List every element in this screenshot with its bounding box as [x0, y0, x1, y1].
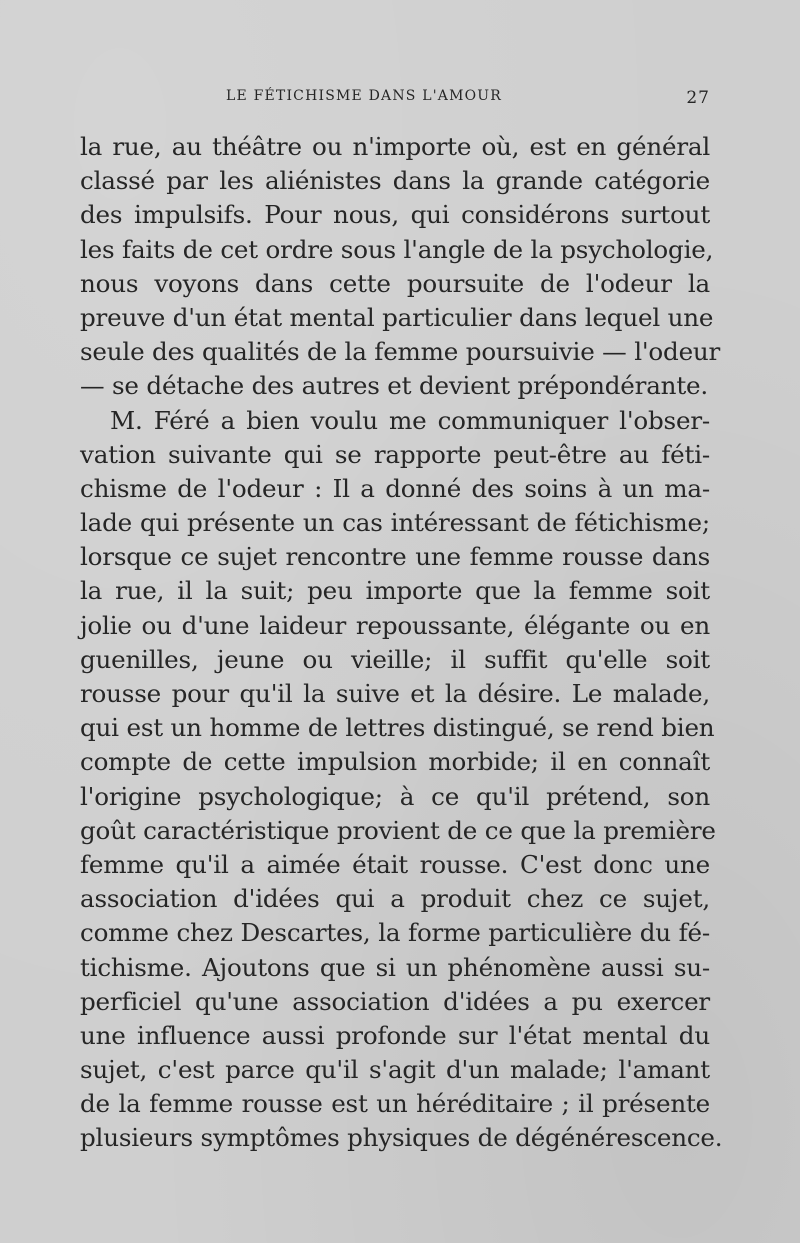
text-line: vation suivante qui se rapporte peut-être au féti-	[80, 439, 710, 469]
text-line: lade qui présente un cas intéressant de fétichisme;	[80, 508, 710, 538]
body-text	[80, 130, 723, 1156]
text-line: femme qu'il a aimée était rousse. C'est donc une	[80, 849, 710, 879]
text-line: qui est un homme de lettres distingué, se rend bien	[80, 713, 715, 743]
text-line: preuve d'un état mental particulier dans lequel une	[80, 302, 714, 332]
text-line: la rue, il la suit; peu importe que la femme soit	[80, 576, 710, 606]
text-line: tichisme. Ajoutons que si un phénomène aussi su-	[80, 952, 710, 982]
text-line: sujet, c'est parce qu'il s'agit d'un malade; l'amant	[80, 1055, 710, 1085]
text-line: chisme de l'odeur : Il a donné des soins à un ma-	[80, 473, 710, 503]
text-line: guenilles, jeune ou vieille; il suffit qu'elle soit	[80, 644, 710, 674]
page-number: 27	[686, 88, 710, 108]
text-line: la rue, au théâtre ou n'importe où, est en général	[80, 132, 710, 161]
text-line: rousse pour qu'il la suive et la désire. Le malade,	[80, 679, 710, 708]
text-line: compte de cette impulsion morbide; il en connaît	[80, 747, 710, 777]
text-line: une influence aussi profonde sur l'état mental du	[80, 1020, 710, 1050]
text-line: jolie ou d'une laideur repoussante, élégante ou en	[80, 610, 710, 640]
text-line: nous voyons dans cette poursuite de l'odeur la	[80, 268, 710, 298]
text-line: les faits de cet ordre sous l'angle de la psychologie,	[80, 234, 714, 264]
text-line: goût caractéristique provient de ce que la première	[80, 815, 716, 845]
text-line: M. Féré a bien voulu me communiquer l'obser-	[110, 405, 710, 435]
text-line: lorsque ce sujet rencontre une femme rousse dans	[80, 542, 710, 572]
text-line: association d'idées qui a produit chez ce sujet,	[80, 884, 710, 914]
text-line: comme chez Descartes, la forme particulière du fé-	[80, 918, 710, 948]
text-line: des impulsifs. Pour nous, qui considérons surtout	[80, 200, 710, 230]
text-line: de la femme rousse est un héréditaire ; il présente	[80, 1089, 710, 1119]
text-line: perficiel qu'une association d'idées a pu exercer	[80, 986, 710, 1016]
text-line: plusieurs symptômes physiques de dégénérescence.	[80, 1123, 723, 1153]
text-line: classé par les aliénistes dans la grande catégorie	[80, 166, 710, 196]
text-line: seule des qualités de la femme poursuivie — l'odeur	[80, 337, 721, 367]
running-header	[80, 88, 710, 112]
text-line: l'origine psychologique; à ce qu'il prétend, son	[80, 781, 710, 811]
text-line: — se détache des autres et devient prépondérante.	[80, 371, 708, 401]
running-title: LE FÉTICHISME DANS L'AMOUR	[226, 88, 503, 104]
